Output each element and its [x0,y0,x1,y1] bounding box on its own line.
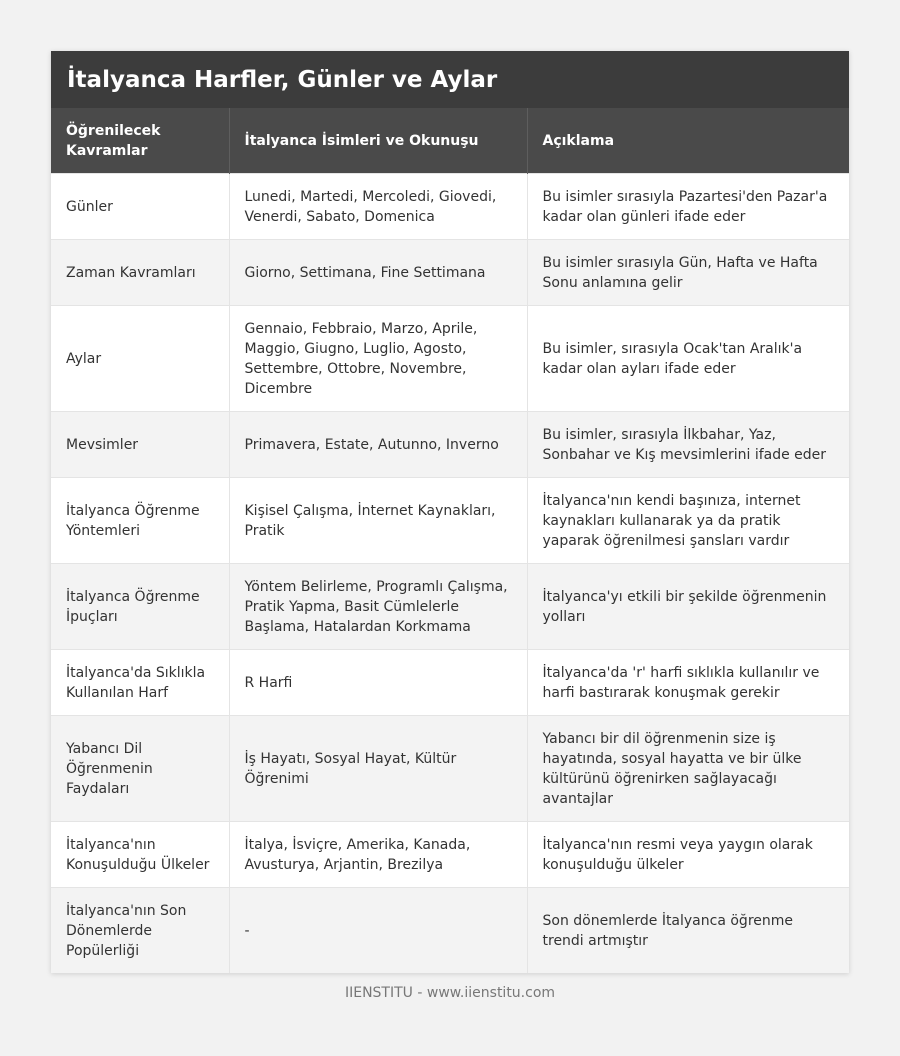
table-row [51,412,849,478]
cell-description: Yabancı bir dil öğrenmenin size iş hayatında, sosyal hayatta ve bir ülke kültürünü öğrenirken sağlayacağı avantajlar [527,716,849,822]
cell-concept: İtalyanca'nın Konuşulduğu Ülkeler [51,822,229,888]
cell-concept: Zaman Kavramları [51,240,229,306]
cell-italian: İtalya, İsviçre, Amerika, Kanada, Avusturya, Arjantin, Brezilya [229,822,527,888]
cell-italian: Yöntem Belirleme, Programlı Çalışma, Pratik Yapma, Basit Cümlelerle Başlama, Hatalardan Korkmama [229,564,527,650]
column-header-concepts: Öğrenilecek Kavramlar [51,108,229,174]
cell-italian: Primavera, Estate, Autunno, Inverno [229,412,527,478]
table-row [51,174,849,240]
column-header-description: Açıklama [527,108,849,174]
cell-concept: Mevsimler [51,412,229,478]
cell-italian: Gennaio, Febbraio, Marzo, Aprile, Maggio, Giugno, Luglio, Agosto, Settembre, Ottobre, Novembre, Dicembre [229,306,527,412]
cell-description: Son dönemlerde İtalyanca öğrenme trendi artmıştır [527,888,849,974]
cell-concept: İtalyanca Öğrenme Yöntemleri [51,478,229,564]
cell-concept: İtalyanca'nın Son Dönemlerde Popülerliği [51,888,229,974]
table-row [51,478,849,564]
cell-italian: İş Hayatı, Sosyal Hayat, Kültür Öğrenimi [229,716,527,822]
cell-description: Bu isimler sırasıyla Pazartesi'den Pazar'a kadar olan günleri ifade eder [527,174,849,240]
table-row [51,564,849,650]
cell-description: Bu isimler, sırasıyla Ocak'tan Aralık'a kadar olan ayları ifade eder [527,306,849,412]
cell-concept: Günler [51,174,229,240]
table-row [51,888,849,974]
cell-description: Bu isimler sırasıyla Gün, Hafta ve Hafta Sonu anlamına gelir [527,240,849,306]
table-row [51,650,849,716]
cell-italian: R Harfi [229,650,527,716]
cell-concept: İtalyanca'da Sıklıkla Kullanılan Harf [51,650,229,716]
cell-concept: İtalyanca Öğrenme İpuçları [51,564,229,650]
header-row [51,108,849,174]
cell-description: İtalyanca'da 'r' harfi sıklıkla kullanılır ve harfi bastırarak konuşmak gerekir [527,650,849,716]
footer-credit: IIENSTITU - www.iienstitu.com [344,985,556,1001]
table-row [51,822,849,888]
table-row [51,240,849,306]
cell-italian: - [229,888,527,974]
table-row [51,306,849,412]
page-title: İtalyanca Harfler, Günler ve Aylar [51,51,849,108]
cell-description: Bu isimler, sırasıyla İlkbahar, Yaz, Sonbahar ve Kış mevsimlerini ifade eder [527,412,849,478]
table-row [51,716,849,822]
cell-description: İtalyanca'yı etkili bir şekilde öğrenmenin yolları [527,564,849,650]
cell-description: İtalyanca'nın resmi veya yaygın olarak konuşulduğu ülkeler [527,822,849,888]
cell-italian: Lunedi, Martedi, Mercoledi, Giovedi, Venerdi, Sabato, Domenica [229,174,527,240]
table-card [51,51,849,973]
cell-description: İtalyanca'nın kendi başınıza, internet kaynakları kullanarak ya da pratik yaparak öğrenilmesi şansları vardır [527,478,849,564]
cell-concept: Aylar [51,306,229,412]
data-table [51,108,849,973]
cell-italian: Giorno, Settimana, Fine Settimana [229,240,527,306]
cell-concept: Yabancı Dil Öğrenmenin Faydaları [51,716,229,822]
cell-italian: Kişisel Çalışma, İnternet Kaynakları, Pratik [229,478,527,564]
column-header-italian-names: İtalyanca İsimleri ve Okunuşu [229,108,527,174]
